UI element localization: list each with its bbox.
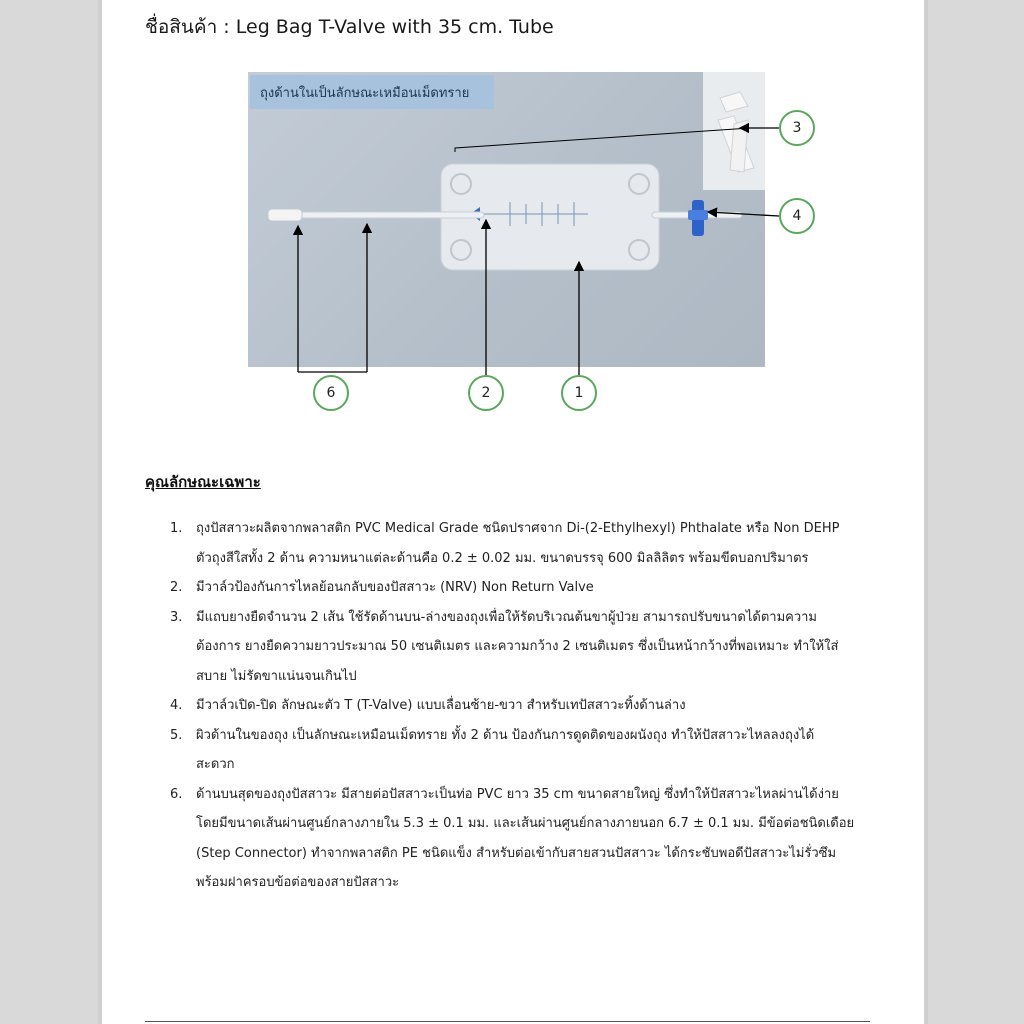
callout-3: 3 [779,110,815,146]
spec-item [170,721,885,780]
spec-line: มีวาล์วป้องกันการไหลย้อนกลับของปัสสาวะ (NRV) Non Return Valve [196,580,594,595]
spec-line: พร้อมฝาครอบข้อต่อของสายปัสสาวะ [196,875,400,890]
spec-line: ถุงปัสสาวะผลิตจากพลาสติก PVC Medical Grade ชนิดปราศจาก Di-(2-Ethylhexyl) Phthalate หรือ Non DEHP [196,521,840,536]
callout-4: 4 [779,198,815,234]
photo-overlay-label: ถุงด้านในเป็นลักษณะเหมือนเม็ดทราย [250,75,494,109]
spec-item [170,780,885,898]
spec-number: 4. [170,698,183,713]
spec-line: มีแถบยางยืดจำนวน 2 เส้น ใช้รัดด้านบน-ล่างของถุงเพื่อให้รัดบริเวณต้นขาผู้ป่วย สามารถปรับขนาดได้ตามความ [196,609,817,625]
spec-line: (Step Connector) ทำจากพลาสติก PE ชนิดแข็ง สำหรับต่อเข้ากับสายสวนปัสสาวะ ได้กระชับพอดีปัสสาวะไม่รั่วซึม [196,845,837,861]
spec-item [170,514,885,573]
spec-line: สะดวก [196,757,235,772]
callout-1: 1 [561,375,597,411]
leader-4 [708,212,779,216]
spec-line: มีวาล์วเปิด-ปิด ลักษณะตัว T (T-Valve) แบบเลื่อนซ้าย-ขวา สำหรับเทปัสสาวะทิ้งด้านล่าง [196,698,686,713]
specs-heading: คุณลักษณะเฉพาะ [145,473,261,491]
spec-line: ด้านบนสุดของถุงปัสสาวะ มีสายต่อปัสสาวะเป็นท่อ PVC ยาว 35 cm ขนาดสายใหญ่ ซึ่งทำให้ปัสสาวะไหลผ่านได้ง่าย [196,786,839,802]
spec-number: 3. [170,609,183,625]
spec-line: โดยมีขนาดเส้นผ่านศูนย์กลางภายใน 5.3 ± 0.1 มม. และเส้นผ่านศูนย์กลางภายนอก 6.7 ± 0.1 มม. มีข้อต่อชนิดเดือย [196,816,855,831]
spec-number: 1. [170,521,183,536]
bottom-divider [145,1021,870,1022]
spec-line: ตัวถุงสีใสทั้ง 2 ด้าน ความหนาแต่ละด้านคือ 0.2 ± 0.02 มม. ขนาดบรรจุ 600 มิลลิลิตร พร้อมขีดบอกปริมาตร [196,550,809,566]
callout-6: 6 [313,375,349,411]
spec-item [170,691,885,721]
callout-2: 2 [468,375,504,411]
spec-line: ต้องการ ยางยืดความยาวประมาณ 50 เซนติเมตร และความกว้าง 2 เซนติเมตร ซึ่งเป็นหน้ากว้างที่พอเหมาะ ทำให้ใส่ [196,639,839,654]
product-title: ชื่อสินค้า : Leg Bag T-Valve with 35 cm. Tube [145,16,554,38]
spec-line: ผิวด้านในของถุง เป็นลักษณะเหมือนเม็ดทราย ทั้ง 2 ด้าน ป้องกันการดูดติดของผนังถุง ทำให้ปัสสาวะไหลลงถุงได้ [196,727,815,743]
spec-item [170,573,885,603]
spec-item [170,603,885,692]
spec-number: 2. [170,580,183,595]
spec-number: 5. [170,727,183,743]
spec-number: 6. [170,786,183,802]
spec-line: สบาย ไม่รัดขาแน่นจนเกินไป [196,668,357,684]
specs-list [170,514,885,898]
